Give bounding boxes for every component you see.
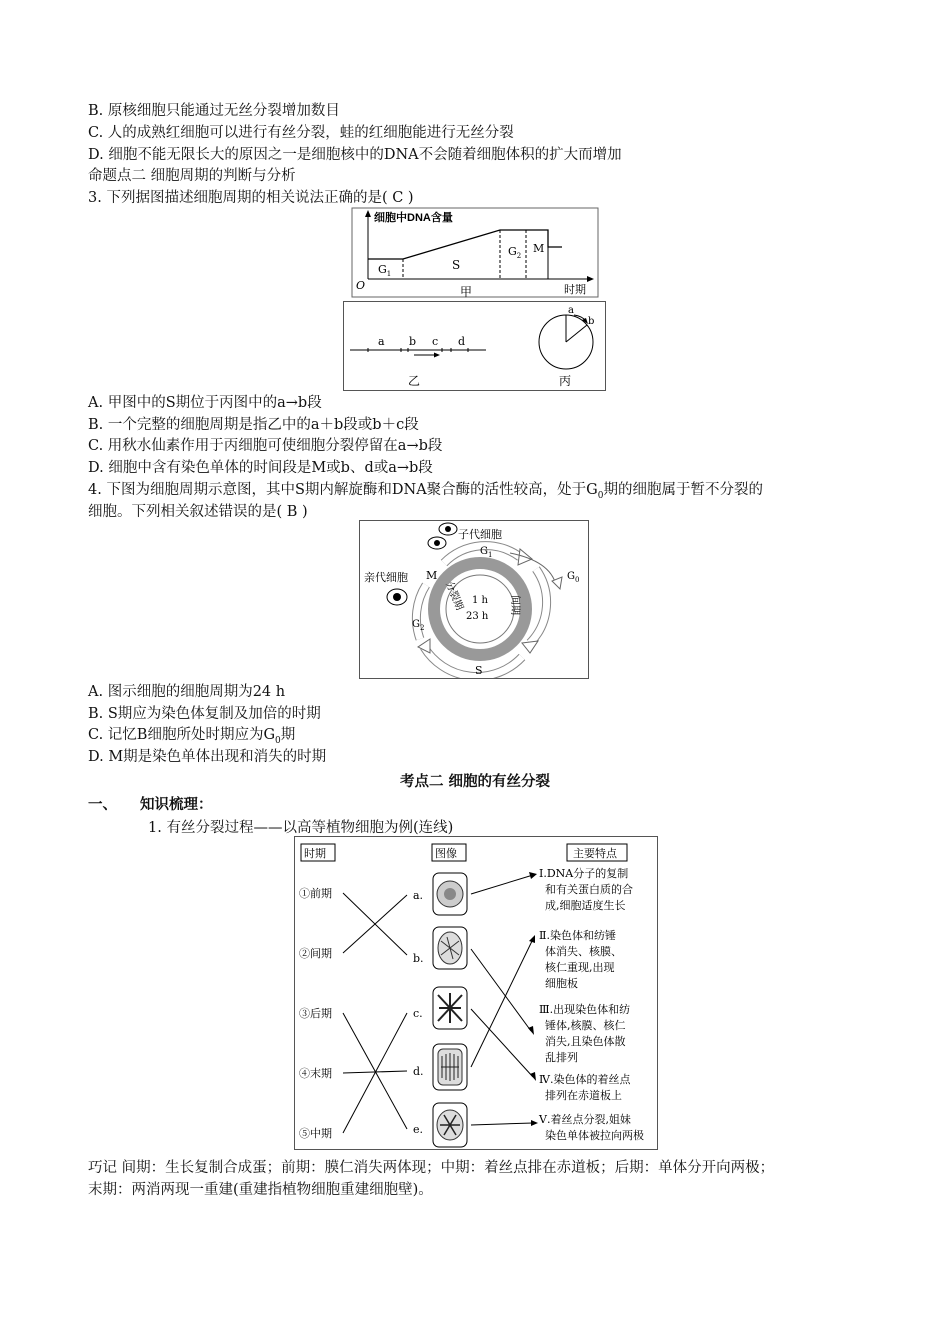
- option-d-prev: D. 细胞不能无限长大的原因之一是细胞核中的DNA不会随着细胞体积的扩大而增加: [88, 147, 622, 163]
- q3-option-c: C. 用秋水仙素作用于丙细胞可使细胞分裂停留在a→b段: [88, 438, 443, 454]
- feature-3: Ⅲ.出现染色体和纺锤体,核膜、核仁消失,且染色体散乱排列: [539, 1003, 631, 1064]
- cycle-interphase: 间期: [509, 595, 520, 615]
- jia-ylabel: 细胞中DNA含量: [374, 212, 453, 224]
- cycle-g1: $G_1$: [480, 546, 493, 559]
- bing-label-b: b: [588, 316, 595, 327]
- cycle-g0: $G_0$: [567, 571, 580, 584]
- question-4-line1: 4. 下图为细胞周期示意图，其中S期内解旋酶和DNA聚合酶的活性较高，处于$G_0$期的细胞属于暂不分裂的: [88, 482, 763, 501]
- h-image: 图像: [435, 847, 457, 860]
- bing-caption: 丙: [559, 374, 572, 388]
- q3-option-d: D. 细胞中含有染色单体的时间段是M或b、d或a→b段: [88, 460, 433, 476]
- feature-5: Ⅴ.着丝点分裂,姐妹染色单体被拉向两极: [539, 1113, 644, 1142]
- yi-caption: 乙: [408, 374, 421, 388]
- feature-1: Ⅰ.DNA分子的复制和有关蛋白质的合成,细胞适度生长: [539, 867, 633, 912]
- feature-4: Ⅳ.染色体的着丝点排列在赤道板上: [539, 1073, 631, 1102]
- item-1: 1. 有丝分裂过程——以高等植物细胞为例(连线): [148, 820, 454, 836]
- cycle-s: S: [475, 664, 483, 677]
- mnemonic-line1: 巧记 间期：生长复制合成蛋；前期：膜仁消失两体现；中期：着丝点排在赤道板；后期：单体分开向两极；: [88, 1160, 775, 1176]
- img-label-d: d.: [413, 1065, 424, 1078]
- figure-cell-cycle: [359, 520, 589, 679]
- q4-option-a: A. 图示细胞的细胞周期为24 h: [88, 684, 286, 700]
- feature-2: Ⅱ.染色体和纺锤体消失、核膜、核仁重现,出现细胞板: [539, 929, 622, 990]
- section-title: 知识梳理：: [140, 796, 213, 813]
- figure-mitosis-matching: [294, 836, 658, 1150]
- mnemonic-line2: 末期：两消两现一重建(重建指植物细胞重建细胞壁)。: [88, 1182, 433, 1198]
- question-4-line2: 细胞。下列相关叙述错误的是( B ): [88, 504, 308, 520]
- option-c-prev: C. 人的成熟红细胞可以进行有丝分裂，蛙的红细胞能进行无丝分裂: [88, 125, 514, 141]
- img-label-b: b.: [413, 952, 424, 965]
- period-anaphase: ③后期: [299, 1007, 332, 1020]
- h-feature: 主要特点: [573, 847, 617, 860]
- yi-label-d: d: [458, 335, 466, 348]
- q4-option-b: B. S期应为染色体复制及加倍的时期: [88, 706, 321, 722]
- yi-label-c: c: [432, 335, 439, 348]
- q3-option-b: B. 一个完整的细胞周期是指乙中的a＋b段或b＋c段: [88, 417, 419, 433]
- cell-image-e: [433, 1103, 467, 1147]
- figure-yi-bing: [343, 301, 606, 391]
- figure-jia: [350, 207, 602, 299]
- cell-image-b: [433, 927, 467, 969]
- q4-option-c: C. 记忆B细胞所处时期应为$G_0$期: [88, 727, 296, 746]
- period-prophase: ①前期: [299, 887, 332, 900]
- section-number: 一、: [88, 796, 117, 813]
- jia-caption: 甲: [460, 285, 473, 299]
- jia-g2: $G_2$: [508, 245, 522, 260]
- cycle-time-2: 23 h: [466, 611, 489, 622]
- h-period: 时期: [304, 847, 326, 860]
- img-label-e: e.: [413, 1123, 424, 1136]
- img-label-a: a.: [413, 889, 424, 902]
- period-metaphase: ⑤中期: [299, 1127, 332, 1140]
- jia-s: S: [452, 258, 461, 272]
- jia-origin: O: [356, 279, 366, 292]
- cycle-division: 分裂期: [443, 580, 465, 612]
- option-b-prev: B. 原核细胞只能通过无丝分裂增加数目: [88, 103, 340, 119]
- cell-image-d: [433, 1044, 467, 1090]
- period-telophase: ④末期: [299, 1067, 332, 1080]
- cycle-m: M: [426, 569, 438, 582]
- jia-xlabel: 时期: [564, 283, 586, 296]
- yi-label-b: b: [409, 335, 417, 348]
- q4-option-d: D. M期是染色单体出现和消失的时期: [88, 749, 327, 765]
- cycle-time-1: 1 h: [472, 595, 488, 606]
- question-3: 3. 下列据图描述细胞周期的相关说法正确的是( C ): [88, 190, 414, 206]
- cell-image-a: [433, 873, 467, 915]
- cycle-daughter: 子代细胞: [458, 528, 502, 541]
- topic-heading: 命题点二 细胞周期的判断与分析: [88, 168, 296, 184]
- yi-label-a: a: [378, 335, 385, 348]
- bing-label-a: a: [568, 305, 574, 316]
- period-interphase: ②间期: [299, 947, 332, 960]
- cell-image-c: [433, 987, 467, 1029]
- q3-option-a: A. 甲图中的S期位于丙图中的a→b段: [88, 395, 322, 411]
- jia-g1: $G_1$: [378, 263, 392, 278]
- img-label-c: c.: [413, 1007, 423, 1020]
- cycle-parent: 亲代细胞: [364, 571, 408, 584]
- cycle-g2: $G_2$: [412, 619, 425, 632]
- section-heading: 考点二 细胞的有丝分裂: [399, 773, 551, 790]
- jia-m: M: [533, 242, 545, 255]
